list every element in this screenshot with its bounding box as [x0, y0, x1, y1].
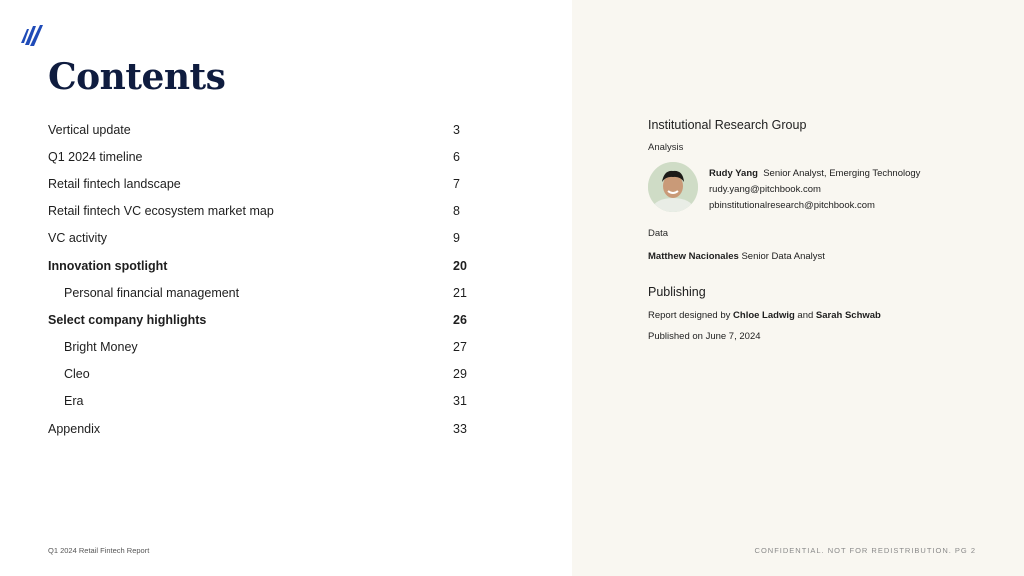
analyst-email[interactable]: rudy.yang@pitchbook.com	[709, 184, 821, 195]
toc-entry-label: Retail fintech VC ecosystem market map	[48, 204, 274, 219]
toc-entry-label: Select company highlights	[48, 312, 207, 327]
toc-entry-label: Retail fintech landscape	[48, 176, 181, 191]
toc-entry-page: 20	[453, 258, 467, 273]
toc-entry-label: Innovation spotlight	[48, 258, 168, 273]
publishing-heading: Publishing	[648, 285, 706, 299]
data-analyst-name: Matthew Nacionales	[648, 251, 739, 262]
credits-panel	[572, 0, 1024, 576]
data-analyst-line	[648, 251, 825, 262]
data-label: Data	[648, 228, 669, 239]
toc-row[interactable]	[48, 279, 468, 306]
toc-entry-page: 21	[453, 285, 467, 300]
toc-entry-label: Era	[64, 394, 84, 409]
designer-1: Chloe Ladwig	[733, 310, 795, 321]
toc-entry-label: Appendix	[48, 421, 101, 436]
and-text: and	[797, 310, 814, 321]
designers-line	[648, 310, 881, 321]
designer-2: Sarah Schwab	[815, 310, 881, 321]
table-of-contents	[48, 116, 468, 442]
toc-entry-page: 29	[453, 367, 467, 382]
analyst-avatar	[648, 162, 698, 212]
toc-entry-label: Personal financial management	[64, 285, 240, 300]
toc-row[interactable]	[48, 252, 468, 279]
footer-report-name: Q1 2024 Retail Fintech Report	[48, 546, 150, 555]
toc-entry-page: 9	[453, 231, 460, 246]
toc-entry-label: Bright Money	[64, 340, 138, 355]
toc-row[interactable]	[48, 116, 468, 143]
toc-row[interactable]	[48, 388, 468, 415]
data-analyst-title: Senior Data Analyst	[741, 251, 825, 262]
toc-row[interactable]	[48, 170, 468, 197]
toc-entry-page: 3	[453, 122, 460, 137]
toc-entry-page: 31	[453, 394, 467, 409]
analyst-photo	[648, 162, 698, 212]
research-group-heading: Institutional Research Group	[648, 118, 807, 132]
toc-entry-page: 8	[453, 204, 460, 219]
footer-confidential: CONFIDENTIAL. NOT FOR REDISTRIBUTION. PG 2	[754, 546, 976, 555]
toc-entry-page: 7	[453, 176, 460, 191]
toc-row[interactable]	[48, 143, 468, 170]
toc-row[interactable]	[48, 306, 468, 333]
toc-entry-label: Cleo	[64, 367, 90, 382]
toc-entry-page: 33	[453, 421, 467, 436]
toc-entry-label: Q1 2024 timeline	[48, 149, 143, 164]
toc-row[interactable]	[48, 415, 468, 442]
published-date: Published on June 7, 2024	[648, 331, 761, 342]
toc-row[interactable]	[48, 198, 468, 225]
analyst-contact	[709, 166, 920, 214]
designed-by-text: Report designed by	[648, 310, 731, 321]
toc-row[interactable]	[48, 334, 468, 361]
pitchbook-logo-icon	[18, 21, 46, 49]
toc-entry-label: Vertical update	[48, 122, 131, 137]
group-email[interactable]: pbinstitutionalresearch@pitchbook.com	[709, 200, 875, 211]
toc-row[interactable]	[48, 225, 468, 252]
toc-entry-page: 6	[453, 149, 460, 164]
analyst-name: Rudy Yang	[709, 168, 758, 179]
analysis-label: Analysis	[648, 142, 684, 153]
analyst-title: Senior Analyst, Emerging Technology	[763, 168, 921, 179]
toc-entry-page: 26	[453, 312, 467, 327]
toc-entry-label: VC activity	[48, 231, 108, 246]
page-title: Contents	[48, 56, 226, 98]
toc-row[interactable]	[48, 361, 468, 388]
toc-entry-page: 27	[453, 340, 467, 355]
